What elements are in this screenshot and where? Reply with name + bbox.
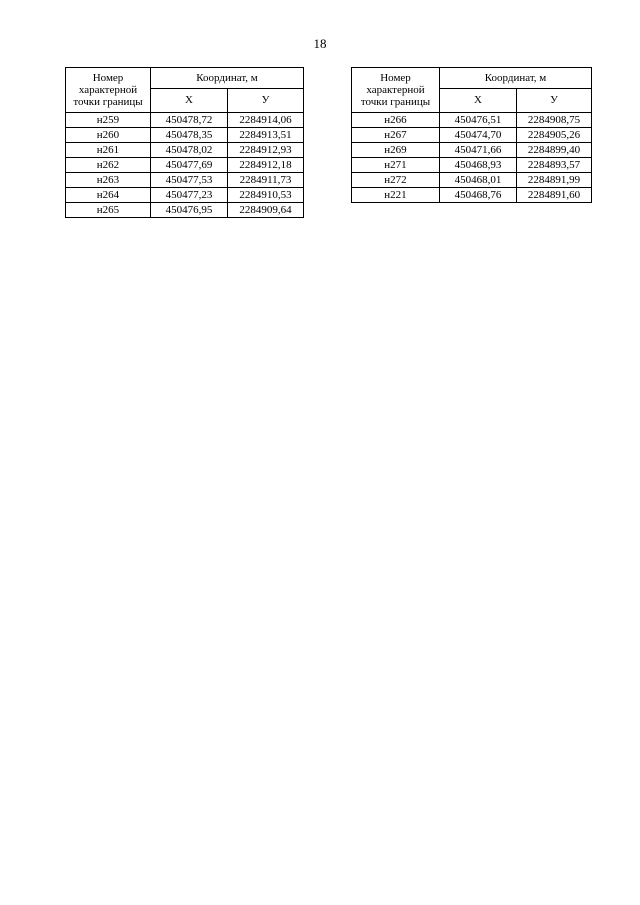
x-coordinate-cell: 450478,35 (151, 128, 228, 143)
point-number-cell: н269 (352, 143, 440, 158)
coordinates-header: Координат, м (151, 68, 304, 89)
y-coordinate-cell: 2284911,73 (228, 173, 304, 188)
table-row (352, 143, 592, 158)
x-coordinate-cell: 450477,53 (151, 173, 228, 188)
coordinates-header: Координат, м (440, 68, 592, 89)
y-coordinate-cell: 2284913,51 (228, 128, 304, 143)
table-row (66, 203, 304, 218)
x-header: Х (151, 89, 228, 113)
table-row (352, 128, 592, 143)
y-coordinate-cell: 2284893,57 (517, 158, 592, 173)
x-coordinate-cell: 450471,66 (440, 143, 517, 158)
y-coordinate-cell: 2284912,18 (228, 158, 304, 173)
point-number-cell: н271 (352, 158, 440, 173)
table-row (352, 188, 592, 203)
point-number-cell: н260 (66, 128, 151, 143)
table-row (352, 173, 592, 188)
table-row (66, 143, 304, 158)
x-coordinate-cell: 450477,23 (151, 188, 228, 203)
point-number-cell: н263 (66, 173, 151, 188)
coordinates-table-right (351, 67, 592, 203)
x-coordinate-cell: 450478,02 (151, 143, 228, 158)
table-row (66, 173, 304, 188)
x-coordinate-cell: 450476,95 (151, 203, 228, 218)
y-coordinate-cell: 2284891,60 (517, 188, 592, 203)
y-coordinate-cell: 2284909,64 (228, 203, 304, 218)
y-header: У (228, 89, 304, 113)
y-coordinate-cell: 2284914,06 (228, 113, 304, 128)
table-row (66, 113, 304, 128)
x-coordinate-cell: 450478,72 (151, 113, 228, 128)
y-coordinate-cell: 2284905,26 (517, 128, 592, 143)
point-number-cell: н267 (352, 128, 440, 143)
point-number-cell: н262 (66, 158, 151, 173)
table-row (352, 158, 592, 173)
y-coordinate-cell: 2284912,93 (228, 143, 304, 158)
page-number: 18 (313, 36, 327, 51)
y-header: У (517, 89, 592, 113)
y-coordinate-cell: 2284910,53 (228, 188, 304, 203)
point-number-cell: н265 (66, 203, 151, 218)
x-coordinate-cell: 450468,76 (440, 188, 517, 203)
point-number-cell: н259 (66, 113, 151, 128)
table-row (66, 188, 304, 203)
x-coordinate-cell: 450474,70 (440, 128, 517, 143)
x-coordinate-cell: 450468,93 (440, 158, 517, 173)
x-coordinate-cell: 450468,01 (440, 173, 517, 188)
table-row (66, 128, 304, 143)
table-header-row (352, 68, 592, 89)
point-number-header: Номер характерной точки границы (352, 68, 440, 113)
x-coordinate-cell: 450476,51 (440, 113, 517, 128)
point-number-header: Номер характерной точки границы (66, 68, 151, 113)
point-number-cell: н266 (352, 113, 440, 128)
point-number-cell: н264 (66, 188, 151, 203)
point-number-cell: н272 (352, 173, 440, 188)
y-coordinate-cell: 2284899,40 (517, 143, 592, 158)
table-header-row (66, 68, 304, 89)
x-header: Х (440, 89, 517, 113)
coordinates-table-left (65, 67, 304, 218)
point-number-cell: н221 (352, 188, 440, 203)
y-coordinate-cell: 2284908,75 (517, 113, 592, 128)
table-row (352, 113, 592, 128)
point-number-cell: н261 (66, 143, 151, 158)
y-coordinate-cell: 2284891,99 (517, 173, 592, 188)
x-coordinate-cell: 450477,69 (151, 158, 228, 173)
table-row (66, 158, 304, 173)
